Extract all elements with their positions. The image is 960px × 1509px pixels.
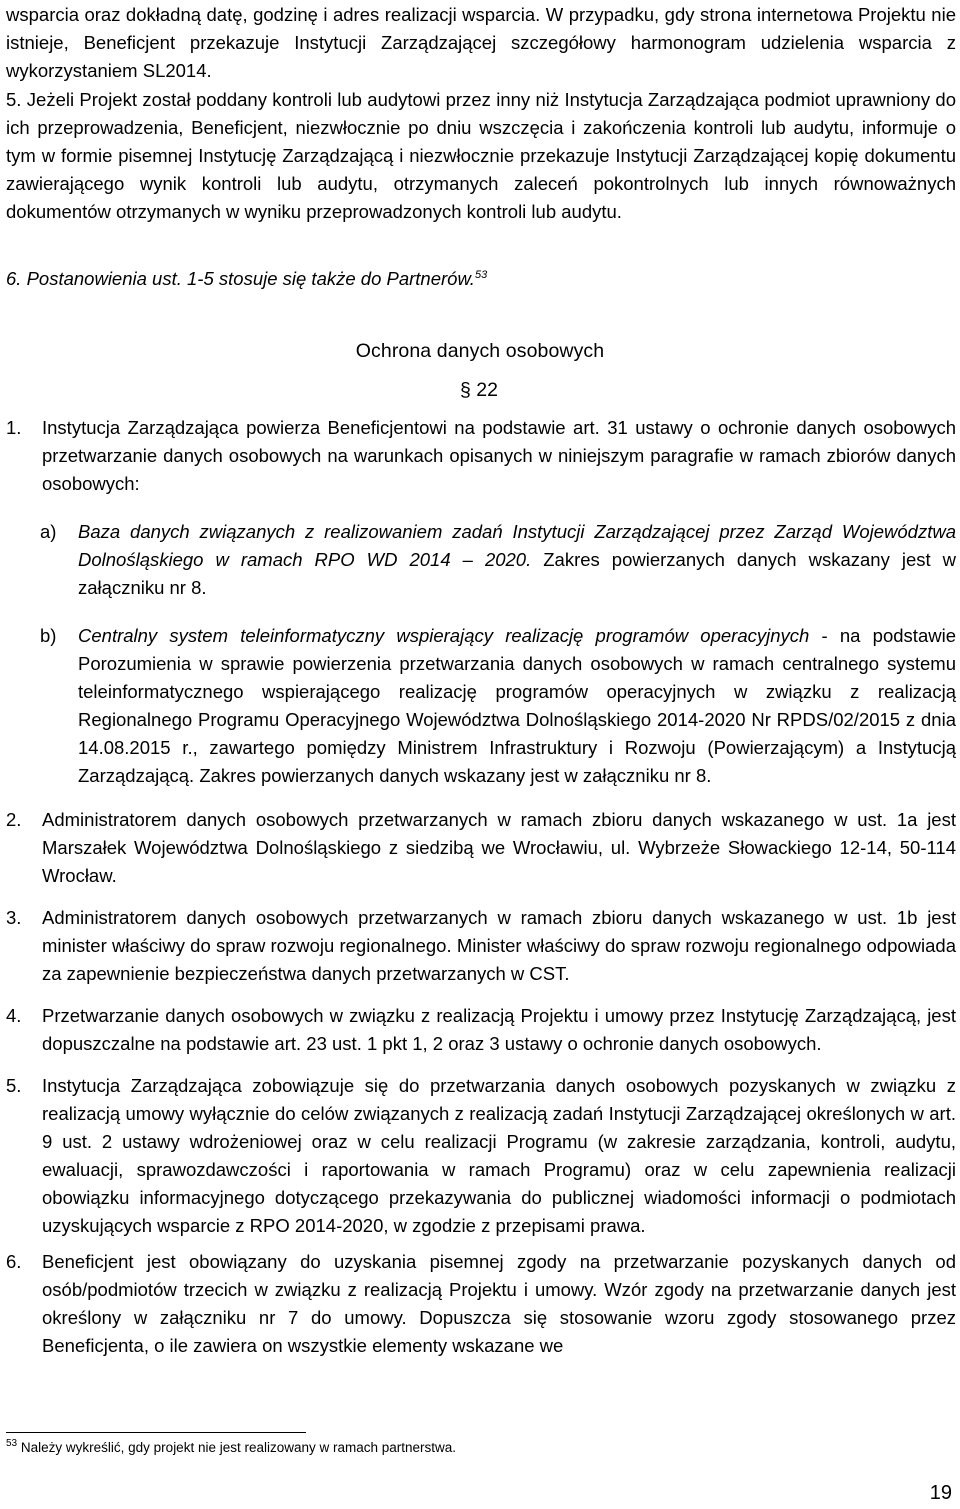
item-text: - na podstawie Porozumienia w sprawie powierzenia przetwarzania danych osobowych w ramach centralnego systemu teleinformatycznego wspierającego realizację programów operacyjnych w związku z realizacją Regionalnego Programu Operacyjnego Województwa Dolnośląskiego 2014-2020 Nr RPDS/02/2015 z dnia 14.08.2015 r., zawartego pomiędzy Ministrem Infrastruktury i Rozwoju (Powierzającym) a Instytucją Zarządzającą. Zakres powierzanych danych wskazany jest w załączniku nr 8.	[78, 625, 956, 786]
item-text: Administratorem danych osobowych przetwarzanych w ramach zbioru danych wskazanego w ust. 1a jest Marszałek Województwa Dolnośląskiego z siedzibą we Wrocławiu, ul. Wybrzeże Słowackiego 12-14, 50-114 Wrocław.	[42, 809, 956, 886]
list-item	[0, 1248, 956, 1360]
item-number: 4.	[6, 1005, 22, 1026]
footnote-ref: 53	[474, 269, 488, 281]
sub-item-b	[0, 622, 956, 790]
item-text: Zakres powierzanych danych wskazany jest w załączniku nr 8.	[78, 549, 957, 598]
item-number: a)	[40, 521, 57, 542]
page-number: 19	[929, 1482, 952, 1504]
footnote-separator	[6, 1432, 306, 1433]
sub-item-a	[0, 518, 956, 602]
footnote	[6, 1440, 456, 1455]
paragraph-number: § 22	[460, 379, 498, 401]
list-item	[0, 806, 956, 890]
list-item-5	[6, 86, 956, 226]
list-item	[0, 414, 956, 498]
item-text: Administratorem danych osobowych przetwarzanych w ramach zbioru danych wskazanego w ust. 1b jest minister właściwy do spraw rozwoju regionalnego. Minister właściwy do spraw rozwoju regionalnego odpowiada za zapewnienie bezpieczeństwa danych przetwarzanych w CST.	[42, 907, 956, 984]
footnote-number: 53	[6, 1438, 18, 1449]
footnote-text: Należy wykreślić, gdy projekt nie jest realizowany w ramach partnerstwa.	[20, 1440, 457, 1455]
item-text: Postanowienia ust. 1-5 stosuje się także do Partnerów.	[26, 268, 475, 289]
numbered-list	[0, 414, 956, 1360]
item-number: 3.	[6, 907, 22, 928]
item-number: 6.	[6, 268, 22, 289]
list-item	[0, 904, 956, 988]
item-number: 6.	[6, 1251, 22, 1272]
item-italic-text: Baza danych związanych z realizowaniem zadań Instytucji Zarządzającej przez Zarząd Województwa Dolnośląskiego w ramach RPO WD 2014 – 2020.	[78, 521, 956, 570]
item-text: Jeżeli Projekt został poddany kontroli lub audytowi przez inny niż Instytucja Zarządzająca podmiot uprawniony do ich przeprowadzenia, Beneficjent, niezwłocznie po dniu wszczęcia i zakończenia kontroli lub audytu, informuje o tym w formie pisemnej Instytucję Zarządzającą i niezwłocznie przekazuje Instytucji Zarządzającej kopię dokumentu zawierającego wynik kontroli lub audytu, otrzymanych zaleceń pokontrolnych lub innych równoważnych dokumentów otrzymanych w wyniku przeprowadzonych kontroli lub audytu.	[6, 89, 956, 222]
item-italic-text: Centralny system teleinformatyczny wspierający realizację programów operacyjnych	[78, 625, 810, 646]
item-number: 5.	[6, 89, 22, 110]
item-number: 1.	[6, 417, 22, 438]
section-heading: Ochrona danych osobowych	[355, 340, 605, 362]
item-text: Beneficjent jest obowiązany do uzyskania pisemnej zgody na przetwarzanie pozyskanych danych od osób/podmiotów trzecich w związku z realizacją Projektu i umowy. Wzór zgody na przetwarzanie danych jest określony w załączniku nr 7 do umowy. Dopuszcza się stosowanie wzoru zgody stosowanego przez Beneficjenta, o ile zawiera on wszystkie elementy wskazane we	[42, 1251, 956, 1356]
intro-paragraph: wsparcia oraz dokładną datę, godzinę i adres realizacji wsparcia. W przypadku, gdy strona internetowa Projektu nie istnieje, Beneficjent przekazuje Instytucji Zarządzającej szczegółowy harmonogram udzielenia wsparcia z wykorzystaniem SL2014.	[6, 4, 956, 81]
item-number: 2.	[6, 809, 22, 830]
list-item	[0, 1002, 956, 1058]
item-number: b)	[40, 625, 57, 646]
item-text: Przetwarzanie danych osobowych w związku z realizacją Projektu i umowy przez Instytucję Zarządzającą, jest dopuszczalne na podstawie art. 23 ust. 1 pkt 1, 2 oraz 3 ustawy o ochronie danych osobowych.	[42, 1005, 956, 1054]
item-text: Instytucja Zarządzająca zobowiązuje się do przetwarzania danych osobowych pozyskanych w związku z realizacją umowy wyłącznie do celów związanych z realizacją zadań Instytucji Zarządzającej określonych w art. 9 ust. 2 ustawy wdrożeniowej oraz w celu realizacji Programu (w zakresie zarządzania, kontroli, audytu, ewaluacji, sprawozdawczości i raportowania w ramach Programu) oraz w celu zapewnienia realizacji obowiązku informacyjnego dotyczącego przekazywania do publicznej wiadomości informacji o podmiotach uzyskujących wsparcie z RPO 2014-2020, w zgodzie z przepisami prawa.	[42, 1075, 956, 1236]
item-number: 5.	[6, 1075, 22, 1096]
list-item	[0, 1072, 956, 1240]
item-text: Instytucja Zarządzająca powierza Beneficjentowi na podstawie art. 31 ustawy o ochronie danych osobowych przetwarzanie danych osobowych na warunkach opisanych w niniejszym paragrafie w ramach zbiorów danych osobowych:	[42, 417, 956, 494]
list-item-6	[6, 265, 956, 293]
